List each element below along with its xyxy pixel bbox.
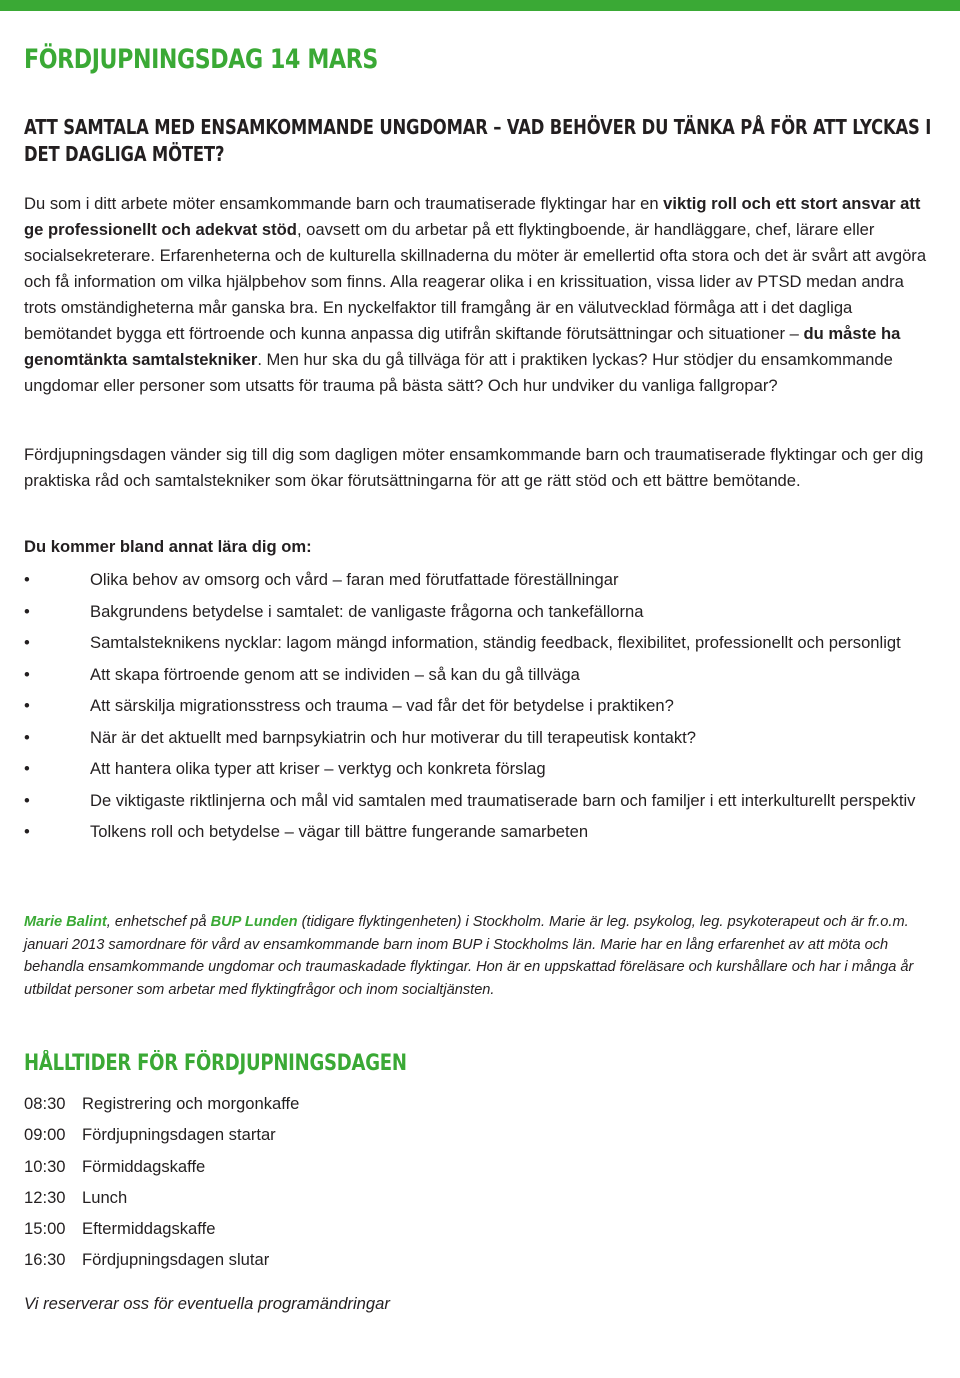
list-item <box>24 788 936 814</box>
list-item-text: De viktigaste riktlinjerna och mål vid samtalen med traumatiserade barn och familjer i ett interkulturellt perspektiv <box>90 790 916 810</box>
schedule-label: Fördjupningsdagen startar <box>82 1125 276 1145</box>
schedule-time: 15:00 <box>24 1219 66 1239</box>
bullet-icon: • <box>24 822 30 841</box>
list-item <box>24 567 936 593</box>
list-item <box>24 693 936 719</box>
intro-text-1: Du som i ditt arbete möter ensamkommande barn och traumatiserade flyktingar har en <box>24 194 664 213</box>
list-item-text: Att hantera olika typer att kriser – verktyg och konkreta förslag <box>90 759 546 778</box>
schedule-label: Eftermiddagskaffe <box>82 1219 216 1239</box>
intro-paragraph <box>24 191 936 399</box>
schedule-note: Vi reserverar oss för eventuella programändringar <box>24 1294 390 1313</box>
page-title: FÖRDJUPNINGSDAG 14 MARS <box>24 44 378 75</box>
intro-text-3: . Men hur ska du gå tillväga för att i praktiken lyckas? Hur stödjer du ensamkommande ungdomar eller personer som utsatts för trauma på bästa sätt? Och hur undviker du vanliga fallgropar? <box>24 350 893 395</box>
schedule-time: 16:30 <box>24 1250 66 1270</box>
audience-paragraph: Fördjupningsdagen vänder sig till dig som dagligen möter ensamkommande barn och traumatiserade flyktingar och ger dig praktiska råd och samtalstekniker som ökar förutsättningarna för att ge rätt stöd och ett bättre bemötande. <box>24 445 924 490</box>
list-item <box>24 630 936 656</box>
schedule-label: Registrering och morgonkaffe <box>82 1094 300 1113</box>
list-item <box>24 819 936 845</box>
bullet-icon: • <box>24 570 30 589</box>
schedule-row <box>24 1154 299 1185</box>
schedule-time: 08:30 <box>24 1094 66 1113</box>
learn-list <box>24 567 936 851</box>
list-item <box>24 725 936 751</box>
schedule-label: Lunch <box>82 1187 128 1207</box>
speaker-bio <box>24 911 936 1001</box>
intro-bold-1: viktig roll och ett stort ansvar att ge professionellt och adekvat stöd <box>24 194 921 239</box>
list-item-text: Att skapa förtroende genom att se individen – så kan du gå tillväga <box>90 664 580 684</box>
speaker-text-2: (tidigare flyktingenheten) i Stockholm. Marie är leg. psykolog, leg. psykoterapeut och är fr.o.m. januari 2013 samordnare för vård av ensamkommande barn inom BUP i Stockholms län. Marie har en lång erfarenhet av att möta och behandla ensamkommande ungdomar och traumaskadade flyktingar. Hon är en uppskattad föreläsare och kurshållare och har i många år utbildat personer som arbetar med flyktingfrågor och inom socialtjänsten. <box>24 914 914 998</box>
bullet-icon: • <box>24 633 30 652</box>
list-item <box>24 599 936 625</box>
list-item <box>24 662 936 688</box>
schedule-row <box>24 1185 299 1216</box>
list-item-text: Att särskilja migrationsstress och trauma – vad får det för betydelse i praktiken? <box>90 696 674 715</box>
list-item-text: Tolkens roll och betydelse – vägar till bättre fungerande samarbeten <box>90 822 589 841</box>
bullet-icon: • <box>24 790 30 810</box>
bullet-icon: • <box>24 601 30 621</box>
schedule-label: Fördjupningsdagen slutar <box>82 1250 270 1270</box>
section-subtitle: ATT SAMTALA MED ENSAMKOMMANDE UNGDOMAR – VAD BEHÖVER DU TÄNKA PÅ FÖR ATT LYCKAS I DET DAGLIGA MÖTET? <box>24 115 932 166</box>
schedule-row <box>24 1247 299 1278</box>
learn-lead: Du kommer bland annat lära dig om: <box>24 537 312 556</box>
speaker-org: BUP Lunden <box>210 914 298 930</box>
schedule-time: 12:30 <box>24 1187 66 1207</box>
list-item <box>24 756 936 782</box>
intro-text-2: , oavsett om du arbetar på ett flyktingboende, är handläggare, chef, lärare eller socialsekreterare. Erfarenheterna och de kulturella skillnaderna du möter är emellertid ofta stora och det är svårt att avgöra och få information om vilka hjälpbehov som finns. Alla reagerar olika i en krissituation, vissa lider av PTSD medan andra trots omständigheterna mår ganska bra. En nyckelfaktor till framgång är en välutvecklad förmåga att i det dagliga bemötandet bygga ett förtroende och kunna anpassa dig utifrån skiftande förutsättningar och situationer – <box>24 220 927 343</box>
schedule-row <box>24 1091 299 1122</box>
schedule-title: HÅLLTIDER FÖR FÖRDJUPNINGSDAGEN <box>24 1051 407 1076</box>
schedule-time: 09:00 <box>24 1125 66 1145</box>
schedule-row <box>24 1122 299 1153</box>
list-item-text: Olika behov av omsorg och vård – faran med förutfattade föreställningar <box>90 570 619 589</box>
speaker-name: Marie Balint <box>24 914 107 930</box>
schedule-time: 10:30 <box>24 1156 66 1176</box>
speaker-text-1: , enhetschef på <box>106 914 211 930</box>
bullet-icon: • <box>24 664 30 684</box>
intro-bold-2: du måste ha genomtänkta samtalstekniker <box>24 324 901 369</box>
list-item-text: När är det aktuellt med barnpsykiatrin och hur motiverar du till terapeutisk kontakt? <box>90 727 696 747</box>
schedule-list <box>24 1091 299 1279</box>
schedule-label: Förmiddagskaffe <box>82 1156 206 1176</box>
list-item-text: Bakgrundens betydelse i samtalet: de vanligaste frågorna och tankefällorna <box>90 601 644 621</box>
bullet-icon: • <box>24 727 30 747</box>
top-accent-bar <box>0 0 960 11</box>
bullet-icon: • <box>24 696 30 715</box>
schedule-row <box>24 1216 299 1247</box>
list-item-text: Samtalsteknikens nycklar: lagom mängd information, ständig feedback, flexibilitet, professionellt och personligt <box>90 633 901 652</box>
bullet-icon: • <box>24 759 30 778</box>
